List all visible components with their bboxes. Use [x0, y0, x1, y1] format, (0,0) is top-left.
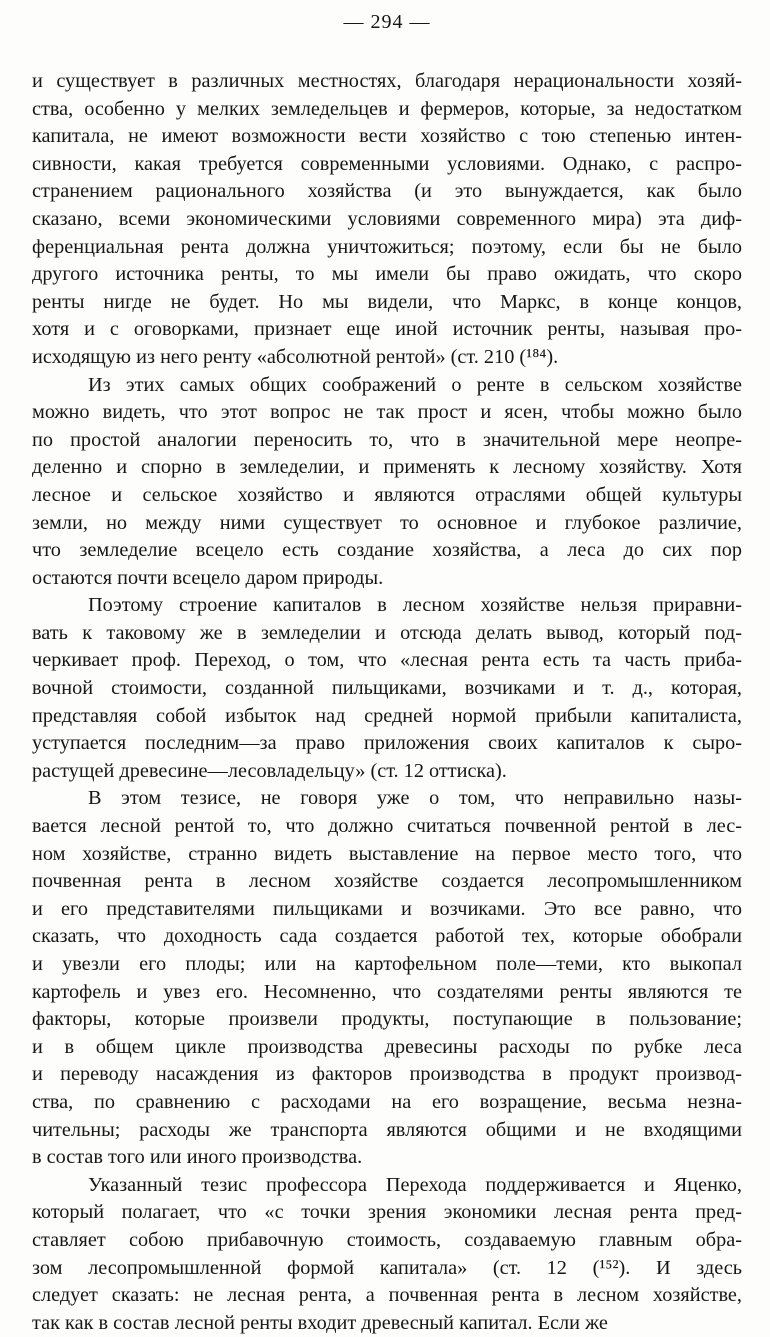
text-line: вочной стоимости, созданной пильщиками, возчиками и т. д., которая,: [32, 677, 742, 700]
text-line: в состав того или иного производства.: [32, 1146, 363, 1169]
text-line: и увезли его плоды; или на картофельном поле—теми, кто выкопал: [32, 953, 742, 975]
text-line: хотя и с оговорками, признает еще иной источник ренты, называя про-: [32, 318, 742, 341]
text-line: ференциальная рента должна уничтожиться; поэтому, если бы не было: [32, 235, 742, 258]
text-line: черкивает проф. Переход, о том, что «лесная рента есть та часть приба-: [32, 649, 742, 672]
text-line: следует сказать: не лесная рента, а почвенная рента в лесном хозяйстве,: [32, 1284, 742, 1307]
body-text: [32, 68, 742, 1337]
text-line: исходящую из него ренту «абсолютной рентой» (ст. 210 (¹⁸⁴).: [32, 345, 559, 368]
paragraph: [32, 372, 742, 593]
text-line: можно видеть, что этот вопрос не так прост и ясен, чтобы можно было: [32, 401, 742, 424]
text-line: и в общем цикле производства древесины расходы по рубке леса: [32, 1035, 742, 1058]
text-line: ства, особенно у мелких земледельцев и фермеров, которые, за недостатком: [32, 97, 742, 120]
text-line: картофель и увез его. Несомненно, что создателями ренты являются те: [32, 980, 742, 1003]
text-line: лесное и сельское хозяйство и являются отраслями общей культуры: [32, 483, 742, 506]
text-line: другого источника ренты, то мы имели бы право ожидать, что скоро: [32, 263, 742, 286]
text-line: сказать, что доходность сада создается работой тех, которые обобрали: [32, 925, 742, 948]
text-line: деленно и спорно в земледелии, и применять к лесному хозяйству. Хотя: [32, 456, 742, 479]
page-number: — 294 —: [343, 11, 431, 33]
text-line: капитала, не имеют возможности вести хозяйство с тою степенью интен-: [32, 125, 742, 148]
paragraph: [32, 1172, 742, 1337]
text-line: ства, по сравнению с расходами на его возращение, весьма незна-: [32, 1090, 742, 1113]
text-line: сказано, всеми экономическими условиями современного мира) эта диф-: [32, 207, 742, 230]
text-line: уступается последним—за право приложения своих капиталов к сыро-: [32, 732, 742, 755]
text-line: В этом тезисе, не говоря уже о том, что неправильно назы-: [88, 787, 742, 810]
text-line: и переводу насаждения из факторов производства в продукт производ-: [32, 1063, 742, 1086]
text-line: ном хозяйстве, странно видеть выставление на первое место того, что: [32, 842, 742, 865]
text-line: который полагает, что «с точки зрения экономики лесная рента пред-: [32, 1201, 742, 1224]
text-line: зом лесопромышленной формой капитала» (ст. 12 (¹⁵²). И здесь: [32, 1256, 742, 1279]
text-line: странением рационального хозяйства (и это вынуждается, как было: [32, 180, 742, 203]
text-line: представляя собой избыток над средней нормой прибыли капиталиста,: [32, 704, 742, 727]
text-line: Из этих самых общих соображений о ренте в сельском хозяйстве: [88, 373, 742, 396]
text-line: почвенная рента в лесном хозяйстве создается лесопромышленником: [32, 870, 742, 893]
text-line: по простой аналогии переносить то, что в значительной мере неопре-: [32, 428, 742, 451]
text-line: ставляет собою прибавочную стоимость, создаваемую главным обра-: [32, 1228, 742, 1251]
text-line: факторы, которые произвели продукты, поступающие в пользование;: [32, 1008, 742, 1031]
text-line: сивности, какая требуется современными условиями. Однако, с распро-: [32, 152, 742, 175]
text-line: Указанный тезис профессора Перехода поддерживается и Яценко,: [88, 1173, 742, 1196]
text-line: ренты нигде не будет. Но мы видели, что Маркс, в конце концов,: [32, 290, 742, 313]
text-line: так как в состав лесной ренты входит древесный капитал. Если же: [32, 1311, 608, 1334]
text-line: и существует в различных местностях, благодаря нерациональности хозяй-: [32, 70, 742, 92]
text-line: и его представителями пильщиками и возчиками. Это все равно, что: [32, 897, 742, 920]
paragraph: [32, 68, 742, 372]
text-line: вается лесной рентой то, что должно считаться почвенной рентой в лес-: [32, 815, 742, 838]
text-line: земли, но между ними существует то основное и глубокое различие,: [32, 511, 742, 534]
text-line: чительны; расходы же транспорта являются общими и не входящими: [32, 1118, 742, 1141]
text-line: что земледелие всецело есть создание хозяйства, а леса до сих пор: [32, 539, 742, 562]
paragraph: [32, 785, 742, 1171]
text-line: вать к таковому же в земледелии и отсюда делать вывод, который под-: [32, 621, 742, 644]
text-line: остаются почти всецело даром природы.: [32, 566, 384, 589]
paragraph: [32, 592, 742, 785]
text-line: растущей древесине—лесовладельцу» (ст. 12 оттиска).: [32, 759, 507, 782]
text-line: Поэтому строение капиталов в лесном хозяйстве нельзя приравни-: [88, 594, 742, 617]
